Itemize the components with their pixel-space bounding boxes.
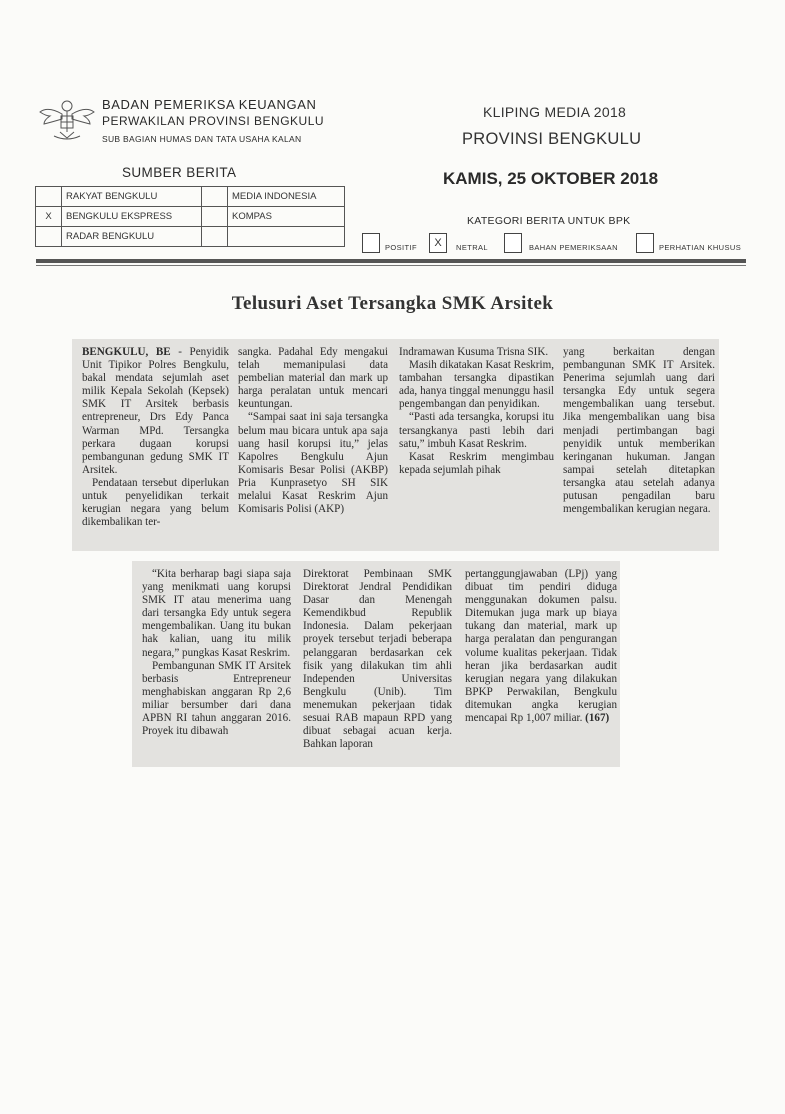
news-clipping-part1 bbox=[72, 339, 719, 551]
source-name: BENGKULU EKSPRESS bbox=[62, 207, 202, 227]
article-paragraph: Pendataan tersebut diperlukan untuk penyelidikan terkait kerugian negara yang belum dikembalikan ter- bbox=[82, 476, 229, 529]
header-divider bbox=[36, 259, 746, 263]
source-name: MEDIA INDONESIA bbox=[228, 187, 345, 207]
publication-date: KAMIS, 25 OKTOBER 2018 bbox=[443, 169, 659, 188]
source-mark bbox=[36, 187, 62, 207]
article-paragraph: Direktorat Pembinaan SMK Direktorat Jendral Pendidikan Dasar dan Menengah Kemendikbud Republik Indonesia. Dalam pekerjaan proyek tersebut terjadi beberapa pelanggaran berdasarkan cek fisik yang dilakukan tim ahli Independen Universitas Bengkulu (Unib). Tim menemukan pekerjaan tidak sesuai RAB mapaun RPD yang dibuat sebagai acuan kerja. Bahkan laporan bbox=[303, 568, 452, 751]
source-row bbox=[36, 227, 345, 247]
source-mark bbox=[202, 187, 228, 207]
source-mark: X bbox=[36, 207, 62, 227]
category-checkbox-positif[interactable] bbox=[362, 233, 380, 253]
category-label-netral: NETRAL bbox=[456, 243, 488, 252]
category-label-positif: POSITIF bbox=[385, 243, 417, 252]
article-paragraph: Indramawan Kusuma Trisna SIK. bbox=[399, 346, 549, 358]
header-divider-thin bbox=[36, 265, 746, 266]
article-column bbox=[563, 346, 715, 516]
category-checkbox-bahan-pemeriksaan[interactable] bbox=[504, 233, 522, 253]
article-column bbox=[399, 346, 554, 477]
source-name: RADAR BENGKULU bbox=[62, 227, 202, 247]
article-column bbox=[303, 568, 452, 751]
source-name: KOMPAS bbox=[228, 207, 345, 227]
org-subdivision: SUB BAGIAN HUMAS DAN TATA USAHA KALAN bbox=[102, 134, 302, 144]
org-branch: PERWAKILAN PROVINSI BENGKULU bbox=[102, 114, 325, 128]
category-checkbox-perhatian-khusus[interactable] bbox=[636, 233, 654, 253]
article-code: (167) bbox=[585, 712, 610, 725]
source-name: RAKYAT BENGKULU bbox=[62, 187, 202, 207]
article-paragraph: pertanggungjawaban (LPj) yang dibuat tim pendiri diduga menggunakan dokumen palsu. Ditemukan juga mark up biaya tukang dan material, mark up harga peralatan dan pengurangan volume kualitas pekerjaan. Tidak heran jika berdasarkan audit kerugian negara yang dilakukan BPKP Perwakilan, Bengkulu ditemukan angka kerugian mencapai Rp 1,007 miliar. (167) bbox=[465, 568, 617, 725]
source-section-title: SUMBER BERITA bbox=[122, 165, 237, 180]
garuda-emblem-icon bbox=[36, 92, 98, 144]
article-paragraph: yang berkaitan dengan pembangunan SMK IT Arsitek. Penerima sejumlah uang dari tersangka Edy untuk segera mengembalikan uang tersebut. Jika mengembalikan uang bisa menjadi pertimbangan bagi penyidik untuk memberikan keringanan hukuman. Jangan sampai setelah ditetapkan tersangka atau setelah adanya putusan pengadilan baru mengembalikan kerugian negara. bbox=[563, 346, 715, 516]
article-headline: Telusuri Aset Tersangka SMK Arsitek bbox=[231, 293, 554, 314]
article-column bbox=[465, 568, 617, 725]
article-paragraph: Kasat Reskrim mengimbau kepada sejumlah pihak bbox=[399, 450, 554, 476]
article-paragraph: Masih dikatakan Kasat Reskrim, tambahan tersangka dipastikan ada, hanya tinggal menunggu hasil pengembangan dan penyidikan. bbox=[399, 359, 554, 411]
province-title: PROVINSI BENGKULU bbox=[462, 130, 642, 148]
source-name bbox=[228, 227, 345, 247]
article-paragraph: “Pasti ada tersangka, korupsi itu tersangkanya pasti lebih dari satu,” imbuh Kasat Reskrim. bbox=[399, 411, 554, 450]
article-paragraph: BENGKULU, BE - Penyidik Unit Tipikor Polres Bengkulu, bakal mendata sejumlah aset milik Kepala Sekolah (Kepsek) SMK IT Arsitek berbasis entrepreneur, Drs Edy Panca Warman MPd. Tersangka perkara dugaan korupsi pembangunan gedung SMK IT Arsitek. bbox=[82, 346, 230, 476]
source-mark bbox=[202, 207, 228, 227]
org-name: BADAN PEMERIKSA KEUANGAN bbox=[102, 97, 317, 112]
source-row bbox=[36, 187, 345, 207]
category-title: KATEGORI BERITA UNTUK BPK bbox=[467, 215, 631, 227]
article-paragraph: “Kita berharap bagi siapa saja yang menikmati uang korupsi SMK IT atau menerima uang dari tersangka Edy untuk segera mengembalikan. Uang itu bukan hak kalian, uang itu milik negara,” pungkas Kasat Reskrim. bbox=[142, 568, 291, 659]
source-table bbox=[35, 186, 345, 247]
article-column bbox=[82, 346, 229, 529]
category-label-perhatian-khusus: PERHATIAN KHUSUS bbox=[659, 243, 742, 252]
source-row bbox=[36, 207, 345, 227]
article-column bbox=[142, 568, 291, 738]
source-mark bbox=[36, 227, 62, 247]
article-paragraph: Pembangunan SMK IT Arsitek berbasis Entrepreneur menghabiskan anggaran Rp 2,6 miliar bersumber dari dana APBN RI tahun anggaran 2016. Proyek itu dibawah bbox=[142, 659, 291, 738]
news-clipping-part2 bbox=[132, 561, 620, 767]
article-dateline: BENGKULU, BE bbox=[82, 346, 171, 358]
category-label-bahan-pemeriksaan: BAHAN PEMERIKSAAN bbox=[529, 243, 618, 252]
kliping-title: KLIPING MEDIA 2018 bbox=[483, 104, 627, 120]
article-column bbox=[238, 346, 388, 516]
article-paragraph: “Sampai saat ini saja tersangka belum mau bicara untuk apa saja uang hasil korupsi itu,” jelas Kapolres Bengkulu Ajun Komisaris Besar Polisi (AKBP) Pria Kunprasetyo SH SIK melalui Kasat Reskrim Ajun Komisaris Polisi (AKP) bbox=[238, 411, 388, 516]
category-checkbox-netral[interactable]: X bbox=[429, 233, 447, 253]
source-mark bbox=[202, 227, 228, 247]
article-paragraph: sangka. Padahal Edy mengakui telah memanipulasi data pembelian material dan mark up harga peralatan untuk mencari keuntungan. bbox=[238, 346, 388, 411]
